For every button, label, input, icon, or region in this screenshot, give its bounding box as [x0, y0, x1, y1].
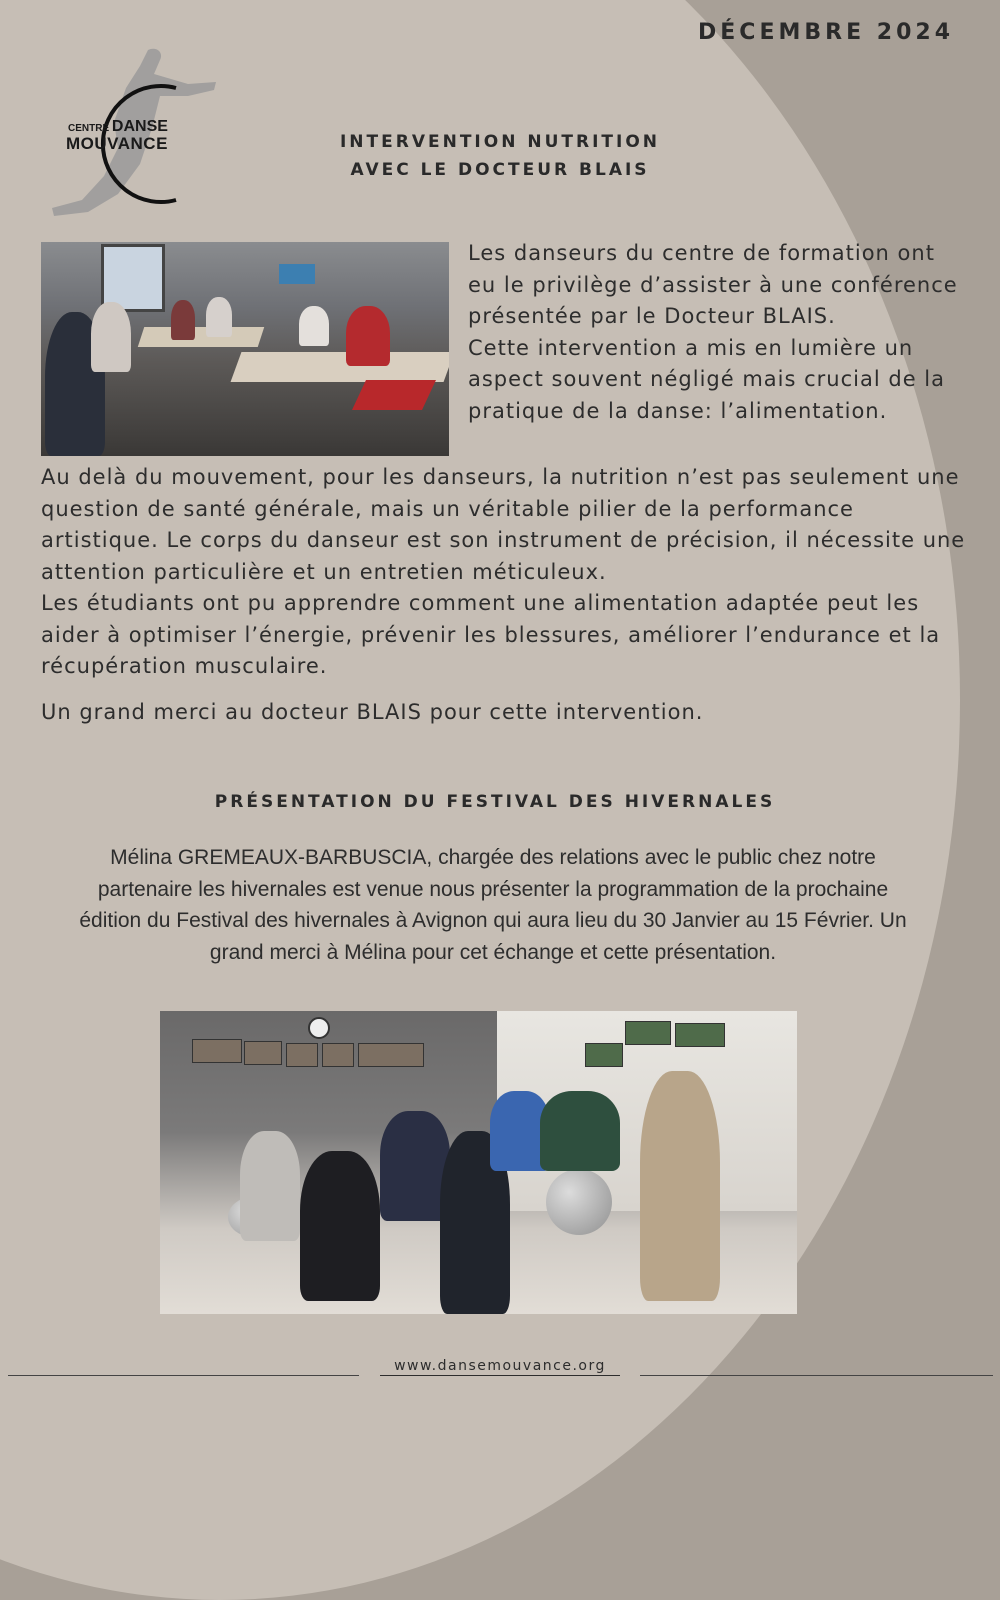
photo-frame	[358, 1043, 424, 1067]
section1-title-line1: INTERVENTION NUTRITION	[339, 132, 660, 152]
intro-paragraph: Les danseurs du centre de formation ont eu le privilège d’assister à une conférence présentée par le Docteur BLAIS.	[468, 241, 958, 328]
photo-person	[299, 306, 329, 346]
exercise-ball	[546, 1169, 612, 1235]
footer-divider-right	[640, 1375, 993, 1376]
footer-divider-left	[8, 1375, 359, 1376]
section1-intro	[468, 238, 968, 427]
photo-person-presenter	[640, 1071, 720, 1301]
photo-frame	[192, 1039, 242, 1063]
section2-body: Mélina GREMEAUX-BARBUSCIA, chargée des relations avec le public chez notre partenaire les hivernales est venue nous présenter la programmation de la prochaine édition du Festival des hivernales à Avignon qui aura lieu du 30 Janvier au 15 Février. Un grand merci à Mélina pour cet échange et cette présentation.	[79, 846, 907, 964]
photo-frame	[286, 1043, 318, 1067]
photo-table	[138, 327, 264, 347]
body-paragraph-2: Les étudiants ont pu apprendre comment une alimentation adaptée peut les aider à optimiser l’énergie, prévenir les blessures, améliorer l’endurance et la récupération musculaire.	[41, 591, 941, 678]
photo-person	[346, 306, 390, 366]
logo-danse: DANSE	[111, 118, 168, 135]
centre-danse-mouvance-logo	[48, 44, 228, 224]
section2-title: PRÉSENTATION DU FESTIVAL DES HIVERNALES	[214, 792, 776, 812]
photo-red-folder	[352, 380, 436, 410]
intro-paragraph-2: Cette intervention a mis en lumière un aspect souvent négligé mais crucial de la pratique de la danse: l’alimentation.	[468, 335, 945, 423]
section1-title-line2: AVEC LE DOCTEUR BLAIS	[350, 160, 650, 180]
section1-title	[300, 128, 700, 184]
logo-centre: CENTRE	[68, 123, 110, 134]
logo-mouvance: MOUVANCE	[66, 134, 168, 153]
photo-table	[231, 352, 449, 382]
section1-body	[41, 462, 971, 683]
photo-person	[171, 300, 195, 340]
photo-frame	[585, 1043, 623, 1067]
photo-frame	[322, 1043, 354, 1067]
photo-person	[91, 302, 131, 372]
website-link[interactable]: www.dansemouvance.org	[380, 1358, 620, 1376]
photo-person	[300, 1151, 380, 1301]
classroom-photo	[41, 242, 449, 456]
photo-frame	[625, 1021, 671, 1045]
photo-frame	[244, 1041, 282, 1065]
body-paragraph-1: Au delà du mouvement, pour les danseurs, la nutrition n’est pas seulement une question de santé générale, mais un véritable pilier de la performance artistique. Le corps du danseur est son instrument de précision, il nécessite une attention particulière et un entretien méticuleux.	[41, 465, 966, 584]
photo-person	[540, 1091, 620, 1171]
clock-icon	[308, 1017, 330, 1039]
photo-person	[240, 1131, 300, 1241]
photo-screen	[279, 264, 315, 284]
issue-date: DÉCEMBRE 2024	[698, 20, 954, 45]
festival-presentation-photo	[160, 1011, 797, 1314]
photo-person	[206, 297, 232, 337]
section1-thanks: Un grand merci au docteur BLAIS pour cette intervention.	[41, 700, 704, 724]
photo-frame	[675, 1023, 725, 1047]
